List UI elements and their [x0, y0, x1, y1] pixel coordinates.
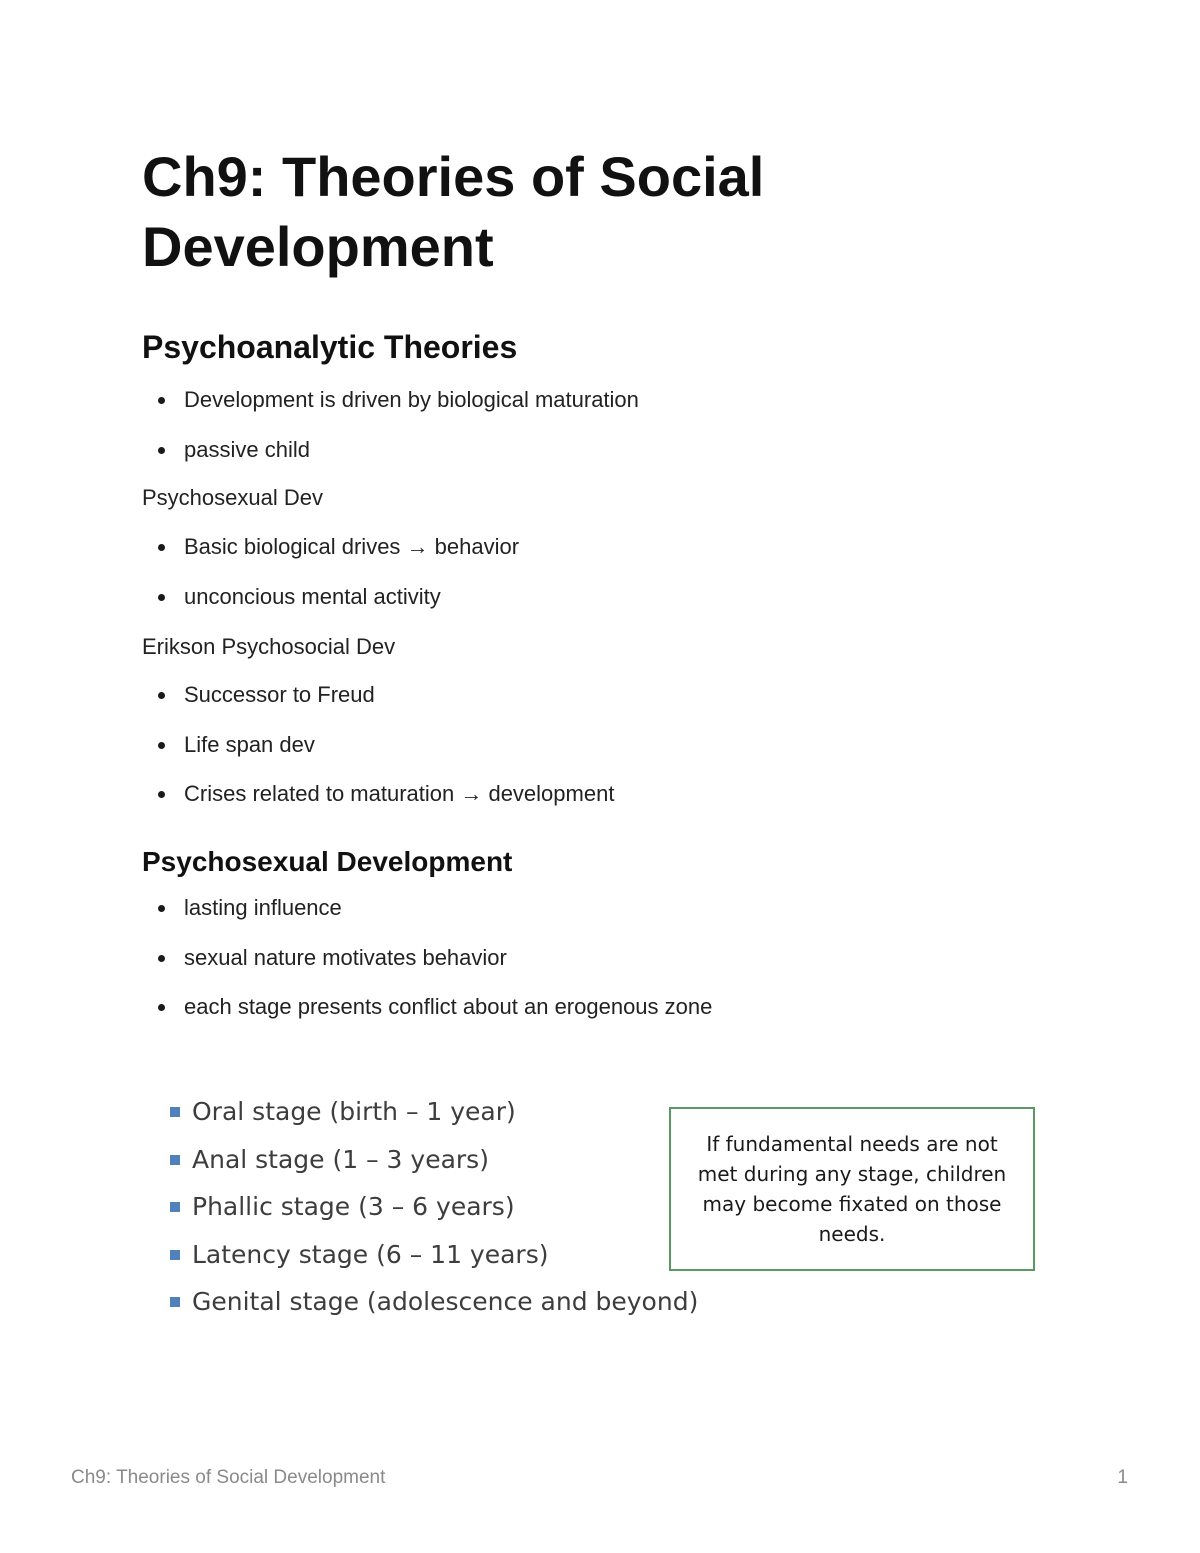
bullet-dot-icon [158, 955, 165, 962]
fixation-note-box [669, 1107, 1035, 1271]
psychoanalytic-bullet-list [142, 386, 639, 485]
list-item: Crises related to maturation → development [142, 780, 614, 808]
erikson-psychosocial-label: Erikson Psychosocial Dev [142, 634, 396, 659]
list-item: Life span dev [142, 731, 614, 759]
list-item: lasting influence [142, 894, 712, 922]
bullet-dot-icon [158, 544, 165, 551]
bullet-dot-icon [158, 397, 165, 404]
square-bullet-icon [170, 1107, 180, 1117]
psychosexual-dev-label: Psychosexual Dev [142, 485, 323, 510]
page-number: 1 [1117, 1467, 1128, 1488]
bullet-dot-icon [158, 1004, 165, 1011]
psychosexual-dev-bullet-list [142, 533, 519, 632]
psychosexual-development-bullet-list [142, 894, 712, 1043]
list-item: Successor to Freud [142, 681, 614, 709]
list-item: unconcious mental activity [142, 583, 519, 611]
square-bullet-icon [170, 1297, 180, 1307]
bullet-dot-icon [158, 692, 165, 699]
list-item: Basic biological drives → behavior [142, 533, 519, 561]
bullet-dot-icon [158, 791, 165, 798]
list-item: Development is driven by biological maturation [142, 386, 639, 414]
stage-item-anal: Anal stage (1 – 3 years) [170, 1143, 698, 1177]
stage-item-genital: Genital stage (adolescence and beyond) [170, 1285, 698, 1319]
stage-item-latency: Latency stage (6 – 11 years) [170, 1238, 698, 1272]
fixation-note-text: If fundamental needs are not met during any stage, children may become fixated on those needs. [697, 1132, 1007, 1246]
page-title: Ch9: Theories of Social Development [142, 145, 765, 278]
list-item: each stage presents conflict about an erogenous zone [142, 993, 712, 1021]
stage-item-oral: Oral stage (birth – 1 year) [170, 1095, 698, 1129]
bullet-dot-icon [158, 447, 165, 454]
erikson-bullet-list [142, 681, 614, 830]
list-item: sexual nature motivates behavior [142, 944, 712, 972]
square-bullet-icon [170, 1202, 180, 1212]
square-bullet-icon [170, 1250, 180, 1260]
psychosexual-stages-list [170, 1095, 698, 1333]
stage-item-phallic: Phallic stage (3 – 6 years) [170, 1190, 698, 1224]
list-item: passive child [142, 436, 639, 464]
footer-title: Ch9: Theories of Social Development [71, 1467, 386, 1488]
bullet-dot-icon [158, 594, 165, 601]
section-heading-psychoanalytic-theories: Psychoanalytic Theories [142, 329, 518, 365]
bullet-dot-icon [158, 905, 165, 912]
section-heading-psychosexual-development: Psychosexual Development [142, 846, 513, 877]
bullet-dot-icon [158, 742, 165, 749]
square-bullet-icon [170, 1155, 180, 1165]
